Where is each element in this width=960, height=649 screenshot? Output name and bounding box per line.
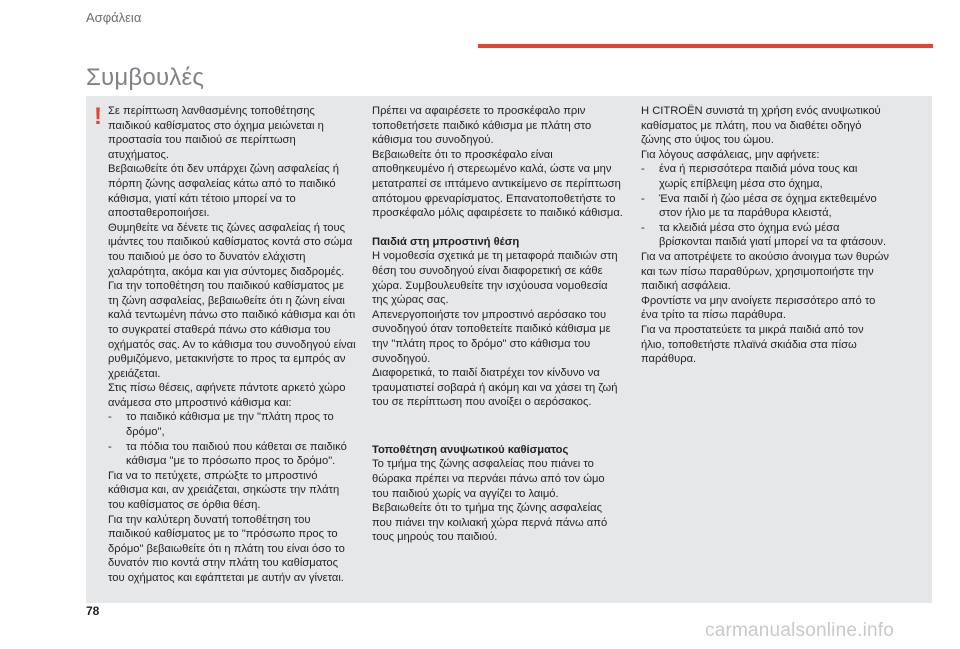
paragraph: Θυμηθείτε να δένετε τις ζώνες ασφαλείας ή τους ιμάντες του παιδικού καθίσματος κοντά στο σώμα του παιδιού με όσο το δυνατόν ελάχιστη χαλαρότητα, ακόμα και για σύντομες διαδρομές. — [108, 221, 353, 278]
watermark: carmanualsonline.info — [705, 620, 895, 641]
list-item-text: Ένα παιδί ή ζώο μέσα σε όχημα εκτεθειμένο στον ήλιο με τα παράθυρα κλειστά, — [659, 192, 877, 220]
section-label: Ασφάλεια — [86, 10, 142, 25]
dash-bullet: - — [641, 163, 645, 176]
dash-bullet: - — [108, 440, 112, 453]
page-number: 78 — [86, 604, 100, 618]
warning-exclamation-icon: ! — [94, 103, 102, 130]
paragraph: Για να αποτρέψετε το ακούσιο άνοιγμα των θυρών και των πίσω παραθύρων, χρησιμοποιήστε την παιδική ασφάλεια. — [641, 250, 889, 293]
list-item — [108, 440, 356, 469]
list-item-text: το παιδικό κάθισμα με την "πλάτη προς το δρόμο", — [126, 411, 334, 439]
list-item — [641, 192, 889, 221]
paragraph: Για την καλύτερη δυνατή τοποθέτηση του παιδικού καθίσματος με το "πρόσωπο προς το δρόμο" βεβαιωθείτε ότι η πλάτη του είναι όσο το δυνατόν πιο κοντά στην πλάτη του καθίσματος του οχήματος και εφάπτεται με αυτήν αν γίνεται. — [108, 513, 345, 584]
paragraph: Βεβαιωθείτε ότι το τμήμα της ζώνης ασφαλείας που πιάνει την κοιλιακή χώρα περνά πάνω από τους μηρούς του παιδιού. — [372, 502, 608, 544]
column-1 — [108, 104, 356, 586]
dash-bullet: - — [641, 192, 645, 205]
paragraph: Φροντίστε να μην ανοίγετε περισσότερο από το ένα τρίτο τα πίσω παράθυρα. — [641, 294, 876, 322]
paragraph: Για να προστατεύετε τα μικρά παιδιά από τον ήλιο, τοποθετήστε πλαϊνά σκιάδια στα πίσω παράθυρα. — [641, 323, 864, 366]
list-item — [641, 221, 889, 250]
paragraph: Βεβαιωθείτε ότι το προσκέφαλο είναι αποθηκευμένο ή στερεωμένο καλά, ώστε να μην μετατραπεί σε ιπτάμενο αντικείμενο σε περίπτωση απότομου φρεναρίσματος. Επανατοποθετήστε το προσκέφαλο μόλις αφαιρέσετε το παιδικό κάθισμα. — [372, 148, 623, 220]
column-2 — [372, 104, 624, 545]
dash-bullet: - — [108, 411, 112, 424]
page-title: Συμβουλές — [86, 64, 205, 91]
paragraph: Πρέπει να αφαιρέσετε το προσκέφαλο πριν τοποθετήσετε παιδικό κάθισμα με πλάτη στο κάθισμα του συνοδηγού. — [372, 105, 592, 147]
list-item — [641, 162, 889, 191]
column-3 — [641, 104, 889, 367]
list-item-text: ένα ή περισσότερα παιδιά μόνα τους και χωρίς επίβλεψη μέσα στο όχημα, — [659, 163, 858, 190]
paragraph: Βεβαιωθείτε ότι δεν υπάρχει ζώνη ασφαλείας ή πόρπη ζώνης ασφαλείας κάτω από το παιδικό κάθισμα, γιατί κάτι τέτοιο μπορεί να το αποσταθεροποιήσει. — [108, 163, 339, 220]
paragraph: Για λόγους ασφάλειας, μην αφήνετε: — [641, 148, 820, 161]
list-item-text: τα πόδια του παιδιού που κάθεται σε παιδικό κάθισμα "με το πρόσωπο προς το δρόμο". — [126, 440, 347, 468]
paragraph: Σε περίπτωση λανθασμένης τοποθέτησης παιδικού καθίσματος στο όχημα μειώνεται η προστασία του παιδιού σε περίπτωση ατυχήματος. — [108, 105, 324, 161]
paragraph: Για να το πετύχετε, σπρώξτε το μπροστινό κάθισμα και, αν χρειάζεται, σηκώστε την πλάτη του καθίσματος σε όρθια θέση. — [108, 469, 340, 512]
paragraph: Η CITROËN συνιστά τη χρήση ενός ανυψωτικού καθίσματος με πλάτη, που να διαθέτει οδηγό ζώνης στο ύψος του ώμου. — [641, 105, 881, 147]
subheading: Παιδιά στη μπροστινή θέση — [372, 235, 520, 248]
subheading: Τοποθέτηση ανυψωτικού καθίσματος — [372, 443, 569, 456]
paragraph: Στις πίσω θέσεις, αφήνετε πάντοτε αρκετό χώρο ανάμεσα στο μπροστινό κάθισμα και: — [108, 382, 346, 409]
list-item — [108, 410, 356, 439]
accent-bar — [478, 44, 933, 48]
dash-bullet: - — [641, 221, 645, 234]
paragraph: Το τμήμα της ζώνης ασφαλείας που πιάνει το θώρακα πρέπει να περνάει πάνω από τον ώμο του παιδιού χωρίς να αγγίζει το λαιμό. — [372, 458, 605, 500]
paragraph: Απενεργοποιήστε τον μπροστινό αερόσακο του συνοδηγού όταν τοποθετείτε παιδικό κάθισμα με την "πλάτη προς το δρόμο" στο κάθισμα του συνοδηγού. — [372, 308, 611, 365]
list-item-text: τα κλειδιά μέσα στο όχημα ενώ μέσα βρίσκονται παιδιά γιατί μπορεί να τα φτάσουν. — [659, 221, 887, 249]
paragraph: Η νομοθεσία σχετικά με τη μεταφορά παιδιών στη θέση του συνοδηγού είναι διαφορετική σε κάθε χώρα. Συμβουλευθείτε την ισχύουσα νομοθεσία της χώρας σας. — [372, 250, 618, 307]
paragraph: Για την τοποθέτηση του παιδικού καθίσματος με τη ζώνη ασφαλείας, βεβαιωθείτε ότι η ζώνη είναι καλά τεντωμένη πάνω στο παιδικό κάθισμα και ότι το συγκρατεί σταθερά πάνω στο κάθισμα του οχήματός σας. Αν το κάθισμα του συνοδηγού είναι ρυθμιζόμενο, μετακινήστε το προς τα εμπρός αν χρειάζεται. — [108, 280, 356, 380]
paragraph: Διαφορετικά, το παιδί διατρέχει τον κίνδυνο να τραυματιστεί σοβαρά ή ακόμη και να χάσει τη ζωή του σε περίπτωση που ανοίξει ο αερόσακος. — [372, 367, 618, 409]
